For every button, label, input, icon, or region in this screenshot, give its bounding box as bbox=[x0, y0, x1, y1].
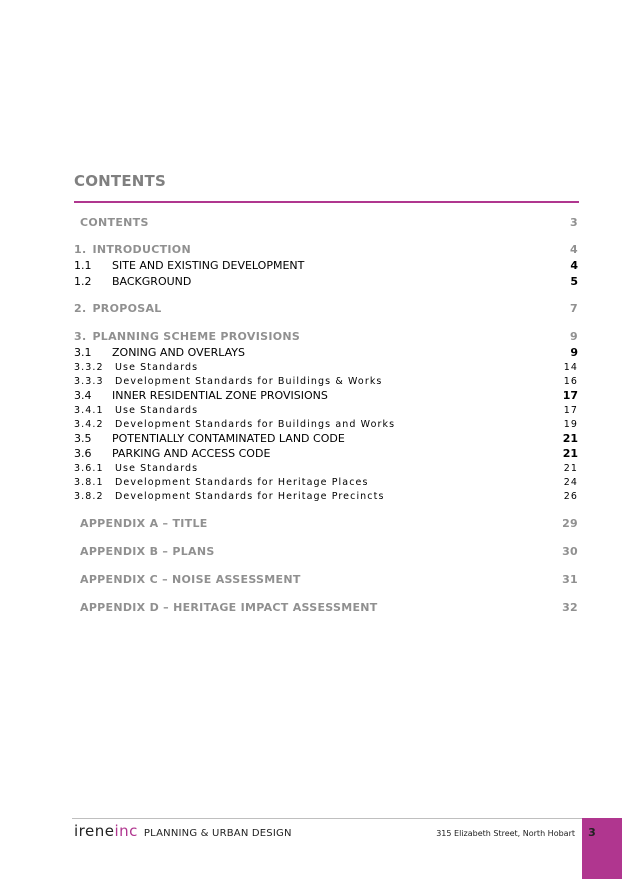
toc-title: Use Standards bbox=[115, 462, 199, 474]
toc-title: INTRODUCTION bbox=[92, 242, 191, 256]
toc-title: Development Standards for Heritage Places bbox=[115, 476, 369, 488]
page-number-tab bbox=[582, 818, 622, 879]
toc-number: 3.4 bbox=[74, 388, 92, 402]
toc-page-number: 7 bbox=[570, 301, 578, 315]
toc-page-number: 14 bbox=[563, 361, 578, 373]
toc-page-number: 16 bbox=[563, 375, 578, 387]
toc-page-number: 32 bbox=[562, 600, 578, 614]
toc-title: Development Standards for Buildings & Works bbox=[115, 375, 383, 387]
toc-number: 1.1 bbox=[74, 258, 92, 272]
toc-page-number: 19 bbox=[563, 418, 578, 430]
toc-number: 1.2 bbox=[74, 274, 92, 288]
toc-title: APPENDIX C – NOISE ASSESSMENT bbox=[80, 572, 301, 586]
toc-page-number: 29 bbox=[562, 516, 578, 530]
logo-wordmark-first: irene bbox=[74, 822, 115, 840]
toc-title: BACKGROUND bbox=[112, 274, 192, 288]
toc-page-number: 31 bbox=[562, 572, 578, 586]
toc-entry-parking-and-access-code[interactable] bbox=[74, 445, 578, 461]
toc-page-number: 17 bbox=[563, 404, 578, 416]
toc-page-number: 17 bbox=[562, 388, 578, 402]
logo-tagline: PLANNING & URBAN DESIGN bbox=[143, 828, 292, 839]
toc-entry-planning-scheme-provisions[interactable] bbox=[74, 328, 578, 344]
toc-title: CONTENTS bbox=[80, 215, 149, 229]
toc-page-number: 21 bbox=[562, 446, 578, 460]
toc-title: Use Standards bbox=[115, 404, 199, 416]
toc-title: Development Standards for Buildings and Works bbox=[115, 418, 396, 430]
toc-page-number: 9 bbox=[570, 329, 578, 343]
toc-number: 3.5 bbox=[74, 431, 92, 445]
contents-heading: CONTENTS bbox=[74, 172, 166, 190]
toc-entry-background[interactable] bbox=[74, 273, 578, 289]
company-logo bbox=[74, 822, 292, 840]
page-number: 3 bbox=[588, 826, 596, 839]
toc-title: PROPOSAL bbox=[92, 301, 162, 315]
toc-title: ZONING AND OVERLAYS bbox=[112, 345, 245, 359]
toc-number: 3.6.1 bbox=[74, 462, 104, 474]
toc-title: Use Standards bbox=[115, 361, 199, 373]
toc-page-number: 21 bbox=[563, 462, 578, 474]
heading-divider bbox=[74, 201, 579, 203]
toc-page-number: 21 bbox=[562, 431, 578, 445]
toc-number: 3.4.2 bbox=[74, 418, 104, 430]
toc-number: 3.3.2 bbox=[74, 361, 104, 373]
toc-entry-contents[interactable] bbox=[74, 214, 578, 230]
toc-page-number: 24 bbox=[563, 476, 578, 488]
toc-title: APPENDIX D – HERITAGE IMPACT ASSESSMENT bbox=[80, 600, 378, 614]
toc-title: APPENDIX A – TITLE bbox=[80, 516, 208, 530]
toc-entry-inner-residential-zone-provisions[interactable] bbox=[74, 387, 578, 403]
toc-page-number: 4 bbox=[570, 242, 578, 256]
toc-entry-appendix-c-noise-assessment[interactable] bbox=[74, 571, 578, 587]
toc-number: 3. bbox=[74, 329, 87, 343]
toc-entry-appendix-b-plans[interactable] bbox=[74, 543, 578, 559]
toc-title: PLANNING SCHEME PROVISIONS bbox=[92, 329, 301, 343]
toc-number: 2. bbox=[74, 301, 87, 315]
toc-title: POTENTIALLY CONTAMINATED LAND CODE bbox=[112, 431, 345, 445]
logo-wordmark-second: inc bbox=[114, 822, 138, 840]
footer-divider bbox=[72, 818, 582, 819]
toc-title: INNER RESIDENTIAL ZONE PROVISIONS bbox=[112, 388, 328, 402]
toc-page-number: 5 bbox=[570, 274, 578, 288]
toc-number: 3.8.2 bbox=[74, 490, 104, 502]
toc-entry-heritage-precincts[interactable] bbox=[74, 488, 578, 504]
toc-page-number: 30 bbox=[562, 544, 578, 558]
toc-page-number: 3 bbox=[570, 215, 578, 229]
toc-entry-introduction[interactable] bbox=[74, 241, 578, 257]
toc-number: 3.3.3 bbox=[74, 375, 104, 387]
toc-entry-zoning-and-overlays[interactable] bbox=[74, 344, 578, 360]
toc-entry-appendix-a-title[interactable] bbox=[74, 515, 578, 531]
toc-page-number: 4 bbox=[570, 258, 578, 272]
toc-number: 3.8.1 bbox=[74, 476, 104, 488]
toc-title: PARKING AND ACCESS CODE bbox=[112, 446, 271, 460]
toc-number: 3.1 bbox=[74, 345, 92, 359]
toc-title: Development Standards for Heritage Precincts bbox=[115, 490, 385, 502]
toc-page-number: 26 bbox=[563, 490, 578, 502]
toc-entry-potentially-contaminated-land-code[interactable] bbox=[74, 430, 578, 446]
toc-title: APPENDIX B – PLANS bbox=[80, 544, 215, 558]
toc-entry-appendix-d-heritage-impact-assessment[interactable] bbox=[74, 599, 578, 615]
toc-number: 3.6 bbox=[74, 446, 92, 460]
toc-number: 3.4.1 bbox=[74, 404, 104, 416]
footer-address: 315 Elizabeth Street, North Hobart bbox=[436, 829, 575, 838]
toc-page-number: 9 bbox=[570, 345, 578, 359]
toc-entry-proposal[interactable] bbox=[74, 300, 578, 316]
toc-entry-site-and-existing-development[interactable] bbox=[74, 257, 578, 273]
toc-title: SITE AND EXISTING DEVELOPMENT bbox=[112, 258, 305, 272]
toc-number: 1. bbox=[74, 242, 87, 256]
